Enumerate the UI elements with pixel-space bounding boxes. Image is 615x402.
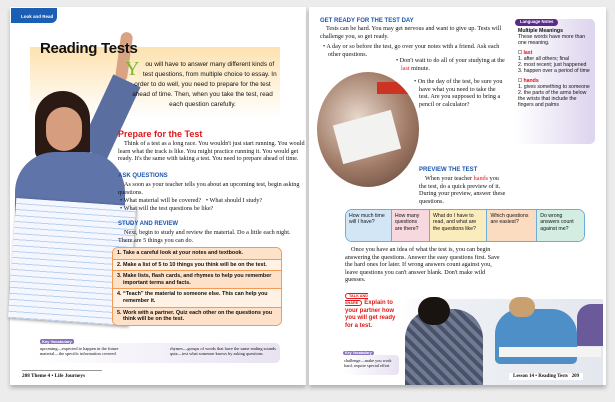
left-page: [10, 7, 306, 385]
note-word: hands: [523, 78, 539, 84]
ask-bullets: • What material will be covered? • What should I study? • What will the test questions be like?: [120, 197, 263, 212]
vocabulary-box: [30, 339, 280, 363]
vocab-col-2: rhymes—groups of words that have the same ending sounds quiz—test what someone knows by asking questions: [170, 346, 276, 356]
note-def: 2. most recent; just happened: [518, 62, 587, 68]
bullet-1: • A day or so before the test, go over your notes with a friend. Ask each other questions.: [323, 43, 500, 58]
steps-box: [112, 247, 282, 326]
question-card: Which questions are easiest?: [487, 210, 537, 241]
bullet-3: • On the day of the test, be sure you have what you need to take the test. Are you supposed to bring a pencil or calculator?: [414, 78, 503, 108]
photo-classroom-circle: [317, 72, 419, 187]
get-ready-heading: GET READY FOR THE TEST DAY: [320, 18, 414, 24]
closing-text: Once you have an idea of what the test is, you can begin answering the questions. Answer the easy questions first. Save the hard ones for later. If wrong answers count against you, leave questions you can't answer blank. Don't make wild guesses.: [345, 246, 500, 284]
vocab-label: Key Vocabulary: [42, 339, 72, 344]
vocab-entry: challenge—make you work hard, require special effort: [344, 358, 392, 368]
step-item: 2. Make a list of 5 to 10 things you think will be on the test.: [113, 260, 281, 272]
note-def: 2. the parts of the arms below the wrists that include the fingers and palms: [518, 90, 587, 108]
section-text: Think of a test as a long race. You wouldn't just start running. You would learn what the track is like. You might practice running it. You would get ready. It's the same with taking a test. You need to prepare ahead of time.: [118, 140, 305, 163]
right-page: [309, 7, 606, 385]
language-notes: [515, 19, 595, 144]
bullet-2: • Don't wait to do all of your studying at the last minute.: [396, 57, 505, 72]
preview-questions: [345, 209, 585, 242]
note-word: last: [523, 50, 533, 56]
notes-intro: These words have more than one meaning.: [518, 34, 586, 46]
notes-label: Language Notes: [515, 19, 558, 26]
study-text: Next, begin to study and review the material. Do a little each night. There are 5 things you can do.: [118, 229, 291, 244]
talk-label: TALK AND SHARE: [345, 294, 368, 306]
page-title: Reading Tests: [40, 40, 138, 57]
step-item: 5. Work with a partner. Quiz each other on the questions you think will be on the test.: [113, 308, 281, 325]
ask-text: As soon as your teacher tells you about an upcoming test, begin asking questions.: [118, 181, 300, 196]
tab-label: Look and Read: [21, 14, 54, 19]
section-heading: Prepare for the Test: [118, 129, 203, 139]
question-card: Do wrong answers count against me?: [537, 210, 584, 241]
page-footer: 208 Theme 4 • Life Journeys: [22, 370, 102, 379]
note-def: 3. happen over a period of time: [518, 68, 590, 74]
notes-title: Multiple Meanings: [518, 28, 563, 34]
study-heading: STUDY AND REVIEW: [118, 221, 179, 227]
intro-text: You will have to answer many different kinds of test questions, from multiple choice to essay. In order to do well, you need to prepare for the test ahead of time. Then, when you take the test, read each question carefully.: [125, 58, 277, 108]
question-card: How many questions are there?: [392, 210, 430, 241]
step-item: 1. Take a careful look at your notes and textbook.: [113, 248, 281, 260]
note-def: 1. after all others; final: [518, 56, 570, 62]
preview-text: When your teacher hands you the test, do a quick preview of it. During your preview, answer these questions.: [419, 175, 506, 205]
vocab-label: Key Vocabulary: [345, 351, 372, 355]
step-item: 3. Make lists, flash cards, and rhymes to help you remember important terms and facts.: [113, 271, 281, 289]
note-def: 1. gives something to someone: [518, 84, 590, 90]
drop-cap: Y: [125, 58, 140, 80]
ask-heading: ASK QUESTIONS: [118, 173, 168, 179]
page-footer: Lesson 14 • Reading Tests 209: [509, 373, 583, 380]
preview-heading: PREVIEW THE TEST: [419, 167, 478, 173]
vocab-col-1: upcoming—expected to happen in the future material—the specific information covered: [40, 346, 119, 356]
get-ready-text: Tests can be hard. You may get nervous and want to give up. Tests will challenge you, so get ready.: [320, 25, 502, 40]
talk-and-share: TALK AND SHARE Explain to your partner how you will get ready for a test.: [345, 294, 396, 329]
question-card: How much time will I have?: [346, 210, 392, 241]
section-tab: [11, 8, 57, 23]
step-item: 4. “Teach” the material to someone else. This can help you remember it.: [113, 289, 281, 307]
question-card: What do I have to read, and what are the questions like?: [430, 210, 488, 241]
vocabulary-box: [343, 351, 399, 375]
